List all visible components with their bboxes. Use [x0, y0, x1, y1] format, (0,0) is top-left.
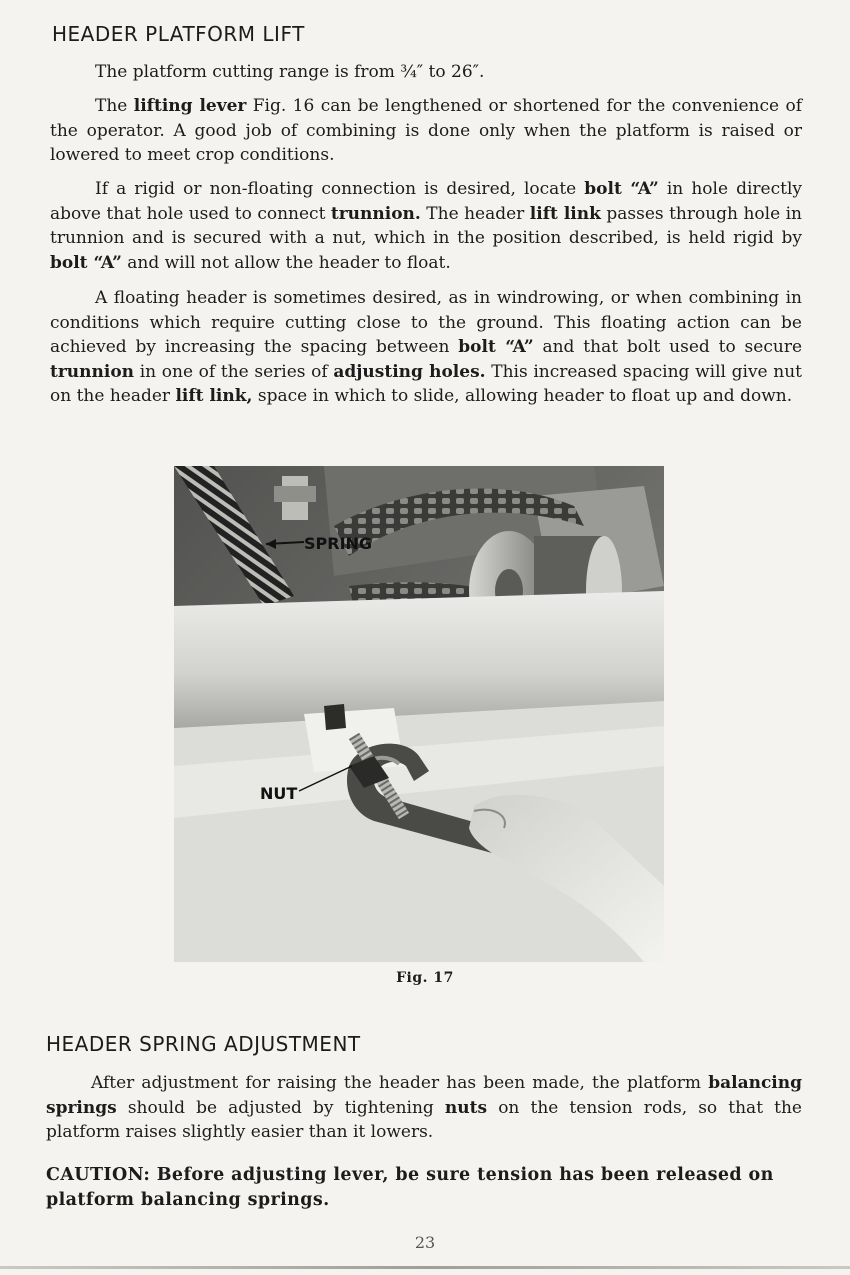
- term-lifting-lever: lifting lever: [133, 96, 247, 116]
- term-trunnion: trunnion.: [330, 203, 421, 224]
- paragraph-spring-adjustment: After adjustment for raising the header has been made, the platform balancing springs should be adjusted by tightening nuts on the tension rods, so that the platform raises slightly easier than it lowers.: [46, 1073, 802, 1142]
- caution-note: CAUTION: Before adjusting lever, be sure tension has been released on platform balancing springs.: [46, 1165, 774, 1210]
- term-nuts: nuts: [444, 1097, 488, 1118]
- page-number: 23: [414, 1233, 436, 1252]
- paragraph-cutting-range: The platform cutting range is from ¾″ to 26″.: [95, 62, 485, 82]
- label-spring: SPRING: [304, 534, 373, 553]
- term-lift-link: lift link: [529, 203, 601, 224]
- term-lift-link: lift link,: [175, 386, 253, 406]
- paragraph-lifting-lever: The lifting lever Fig. 16 can be lengthened or shortened for the convenience of the operator. A good job of combining is done only when the platform is raised or lowered to meet crop conditions.: [50, 96, 802, 165]
- label-nut: NUT: [260, 784, 298, 803]
- paragraph-floating-header: A floating header is sometimes desired, as in windrowing, or when combining in conditions which require cutting close to the ground. This floating action can be achieved by increasing the spacing between bolt “A” and that bolt used to secure trunnion in one of the series of adjusting holes. This increased spacing will give nut on the header lift link, space in which to slide, allowing header to float up and down.: [50, 288, 803, 406]
- photo-illustration: [174, 466, 664, 962]
- figure-caption: Fig. 17: [396, 970, 454, 986]
- term-balancing-springs: balancing springs: [46, 1073, 802, 1118]
- term-bolt-a: bolt “A”: [584, 179, 659, 199]
- section-title-header-platform-lift: HEADER PLATFORM LIFT: [52, 22, 305, 46]
- term-bolt-a: bolt “A”: [50, 252, 122, 273]
- term-trunnion: trunnion: [50, 361, 135, 382]
- paragraph-rigid-connection: If a rigid or non-floating connection is desired, locate bolt “A” in hole directly above that hole used to connect trunnion. The header lift link passes through hole in trunnion and is secured with a nut, which in the position described, is held rigid by bolt “A” and will not allow the header to float.: [50, 179, 802, 273]
- section-title-header-spring-adjustment: HEADER SPRING ADJUSTMENT: [46, 1032, 361, 1056]
- term-bolt-a: bolt “A”: [458, 337, 534, 357]
- page-bottom-edge: [0, 1266, 850, 1269]
- term-adjusting-holes: adjusting holes.: [333, 361, 486, 382]
- figure-17-photo: [174, 466, 664, 962]
